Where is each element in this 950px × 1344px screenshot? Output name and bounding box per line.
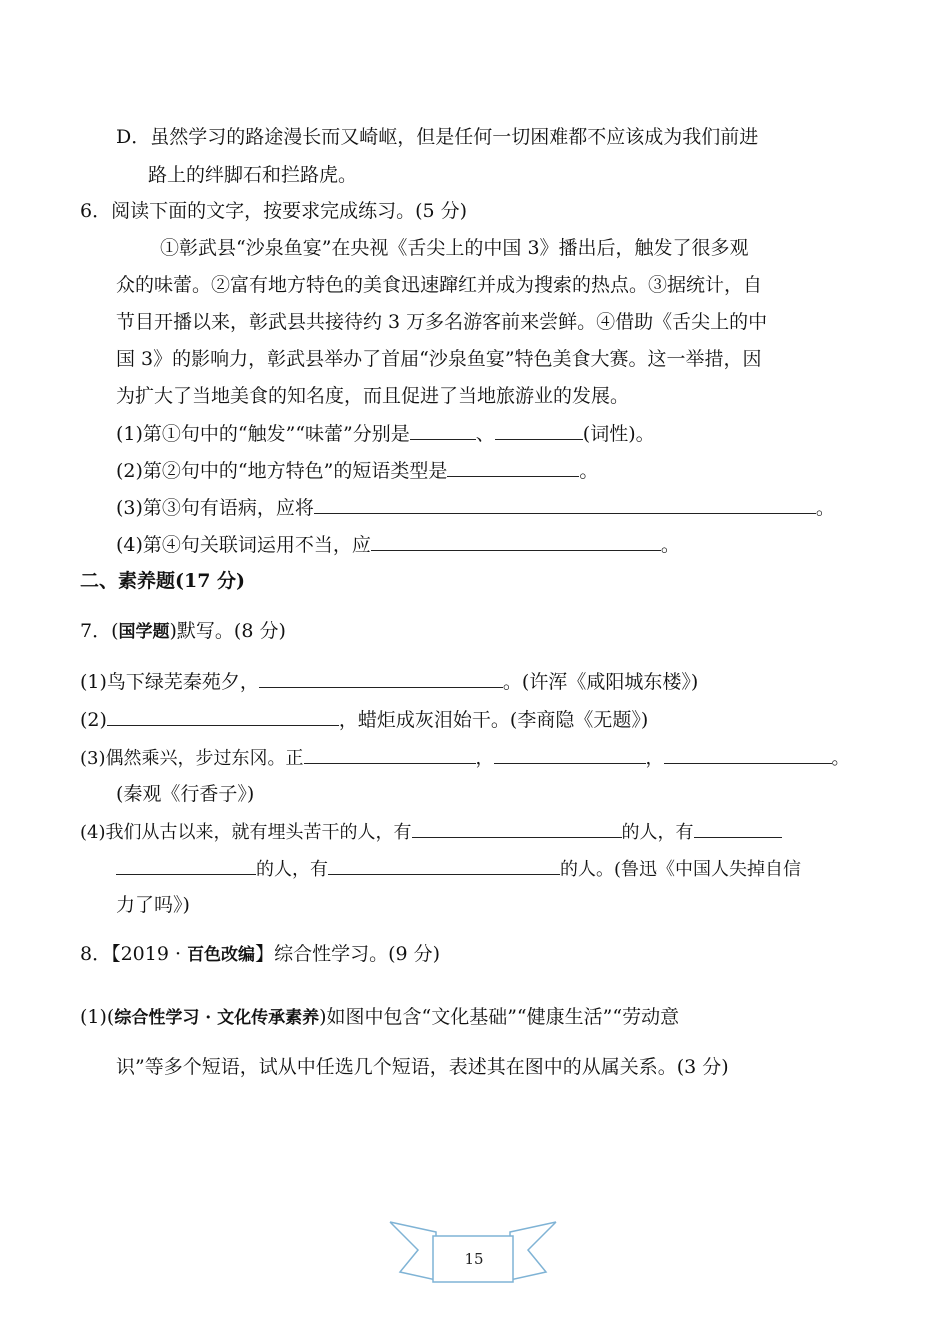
q6-passage-line: 节目开播以来，彰武县共接待约 3 万多名游客前来尝鲜。④借助《舌尖上的中 [116,311,768,333]
page-number: 15 [464,1250,484,1268]
section-heading: 二、素养题(17 分) [80,570,246,592]
q7-sub3-source: (秦观《行香子》) [116,783,255,805]
q6-sub4 [116,531,680,557]
q8-heading-text: 】综合性学习。(9 分) [255,943,441,965]
q7-number: 7．( [80,620,119,642]
q7-sub3-sep: ， [475,748,494,769]
q6-passage-line: 众的味蕾。②富有地方特色的美食迅速蹿红并成为搜索的热点。③据统计，自 [116,274,763,296]
answer-blank[interactable] [694,818,782,838]
q8-sub1-prefix: (1)( [80,1006,115,1028]
answer-blank[interactable] [495,420,583,440]
q5-option-d-line2: 路上的绊脚石和拦路虎。 [148,164,358,186]
q6-sub1 [116,420,655,446]
q8-number: 8．【2019 · [80,943,188,965]
ribbon-right-tail [510,1222,556,1280]
q6-passage-line: 为扩大了当地美食的知名度，而且促进了当地旅游业的发展。 [116,385,630,407]
q7-sub1 [80,668,698,694]
q7-sub4-text: 的人，有 [621,822,694,843]
q8-tag: 百色改编 [187,945,256,965]
q6-passage-line: ①彰武县“沙泉鱼宴”在央视《舌尖上的中国 3》播出后，触发了很多观 [160,237,749,259]
answer-blank[interactable] [371,531,661,551]
q7-sub3-sep: ， [645,748,664,769]
q7-tag: 国学题 [118,622,170,642]
q6-sub2 [116,457,598,483]
answer-blank[interactable] [494,744,646,764]
ribbon-left-tail [390,1222,436,1280]
q8-heading [80,941,440,967]
q8-sub1-cont: 识”等多个短语，试从中任选几个短语，表述其在图中的从属关系。(3 分) [116,1056,729,1078]
q7-sub4-text: 的人，有 [256,859,328,880]
q7-sub2-end: ，蜡炬成灰泪始干。(李商隐《无题》) [338,709,649,731]
q5-option-d-line1: D．虽然学习的路途漫长而又崎岖，但是任何一切困难都不应该成为我们前进 [116,126,759,148]
answer-blank[interactable] [259,668,503,688]
q8-sub1 [80,1004,679,1030]
answer-blank[interactable] [304,744,476,764]
answer-blank[interactable] [314,494,816,514]
q6-sub2-end: 。 [579,460,599,482]
q6-passage-line: 国 3》的影响力，彰武县举办了首届“沙泉鱼宴”特色美食大赛。这一举措，因 [116,348,762,370]
q6-sub3-end: 。 [815,497,835,519]
q7-sub3-end: 。 [831,748,850,769]
answer-blank[interactable] [412,818,622,838]
q6-sub1-sep: 、 [475,423,495,445]
q7-sub1-end: 。(许浑《咸阳城东楼》) [502,671,699,693]
q8-sub1-text: )如图中包含“文化基础”“健康生活”“劳动意 [319,1006,680,1028]
q7-sub4-cont [116,855,801,881]
q7-sub2 [80,706,648,732]
q7-heading [80,618,286,644]
q7-sub4-text: (4)我们从古以来，就有埋头苦干的人，有 [80,822,412,843]
answer-blank[interactable] [116,855,256,875]
answer-blank[interactable] [107,706,339,726]
q6-sub2-text: (2)第②句中的“地方特色”的短语类型是 [116,460,448,482]
q6-sub3-text: (3)第③句有语病，应将 [116,497,314,519]
q6-sub1-text: (1)第①句中的“触发”“味蕾”分别是 [116,423,410,445]
q7-sub3-text: (3)偶然乘兴，步过东冈。正 [80,748,304,769]
answer-blank[interactable] [664,744,832,764]
q6-sub3 [116,494,835,520]
q7-sub4 [80,818,782,844]
q7-sub4-text: 的人。(鲁迅《中国人失掉自信 [560,859,802,880]
q7-heading-text: )默写。(8 分) [169,620,286,642]
q7-sub4-source-end: 力了吗》) [116,894,190,916]
q6-heading: 6．阅读下面的文字，按要求完成练习。(5 分) [80,200,468,222]
q7-sub1-text: (1)鸟下绿芜秦苑夕， [80,671,259,693]
q8-sub1-tag: 综合性学习 · 文化传承素养 [114,1008,320,1028]
q7-sub3 [80,744,850,770]
q6-sub4-end: 。 [660,534,680,556]
answer-blank[interactable] [410,420,476,440]
answer-blank[interactable] [447,457,579,477]
q7-sub2-text: (2) [80,709,107,731]
answer-blank[interactable] [328,855,560,875]
q6-sub4-text: (4)第④句关联词运用不当，应 [116,534,371,556]
q6-sub1-end: (词性)。 [582,423,655,445]
